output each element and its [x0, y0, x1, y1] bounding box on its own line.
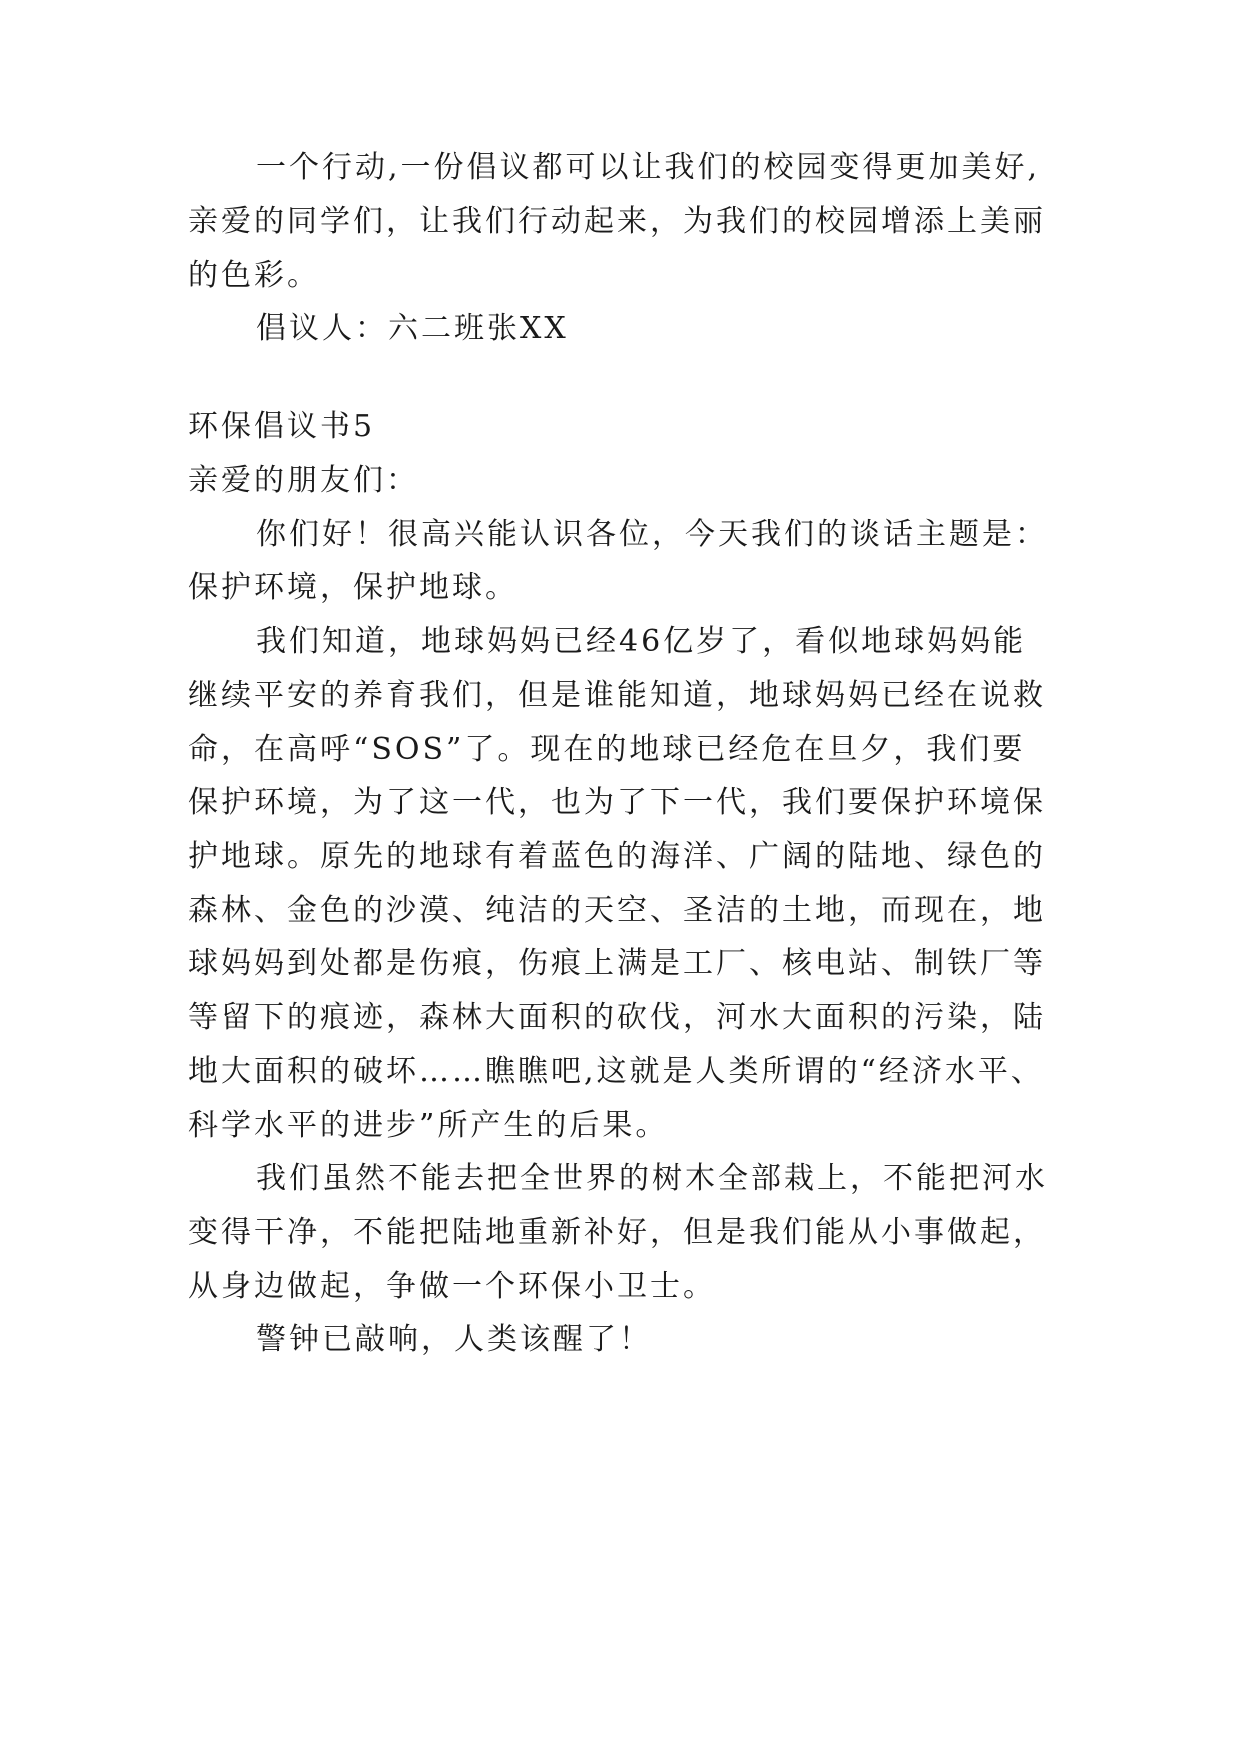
paragraph-line: 保护环境，保护地球。: [188, 570, 518, 605]
paragraph-line: 的色彩。: [188, 258, 320, 293]
signature: 倡议人：六二班张XX: [256, 311, 569, 346]
paragraph-line: 从身边做起，争做一个环保小卫士。: [188, 1269, 716, 1304]
paragraph-line: 地大面积的破坏……瞧瞧吧,这就是人类所谓的“经济水平、: [188, 1054, 1044, 1089]
paragraph-line: 我们知道，地球妈妈已经46亿岁了，看似地球妈妈能: [256, 624, 1027, 659]
paragraph-line: 一个行动,一份倡议都可以让我们的校园变得更加美好,: [256, 150, 1041, 185]
paragraph-line: 等留下的痕迹，森林大面积的砍伐，河水大面积的污染，陆: [188, 1000, 1046, 1035]
paragraph-line: 我们虽然不能去把全世界的树木全部栽上，不能把河水: [256, 1161, 1048, 1196]
paragraph-line: 球妈妈到处都是伤痕，伤痕上满是工厂、核电站、制铁厂等: [188, 946, 1046, 981]
paragraph-line: 护地球。原先的地球有着蓝色的海洋、广阔的陆地、绿色的: [188, 839, 1046, 874]
paragraph-line: 森林、金色的沙漠、纯洁的天空、圣洁的土地，而现在，地: [188, 893, 1046, 928]
paragraph-line: 亲爱的同学们，让我们行动起来，为我们的校园增添上美丽: [188, 204, 1046, 239]
section-title: 环保倡议书5: [188, 409, 376, 444]
paragraph-line: 保护环境，为了这一代，也为了下一代，我们要保护环境保: [188, 785, 1046, 820]
salutation: 亲爱的朋友们：: [188, 463, 419, 498]
paragraph-line: 科学水平的进步”所产生的后果。: [188, 1108, 669, 1143]
paragraph-line: 变得干净，不能把陆地重新补好，但是我们能从小事做起，: [188, 1215, 1046, 1250]
paragraph-line: 你们好！很高兴能认识各位，今天我们的谈话主题是：: [256, 517, 1048, 552]
paragraph-line: 命，在高呼“SOS”了。现在的地球已经危在旦夕，我们要: [188, 732, 1026, 767]
paragraph-line: 警钟已敲响，人类该醒了！: [256, 1322, 652, 1357]
paragraph-line: 继续平安的养育我们，但是谁能知道，地球妈妈已经在说救: [188, 678, 1046, 713]
